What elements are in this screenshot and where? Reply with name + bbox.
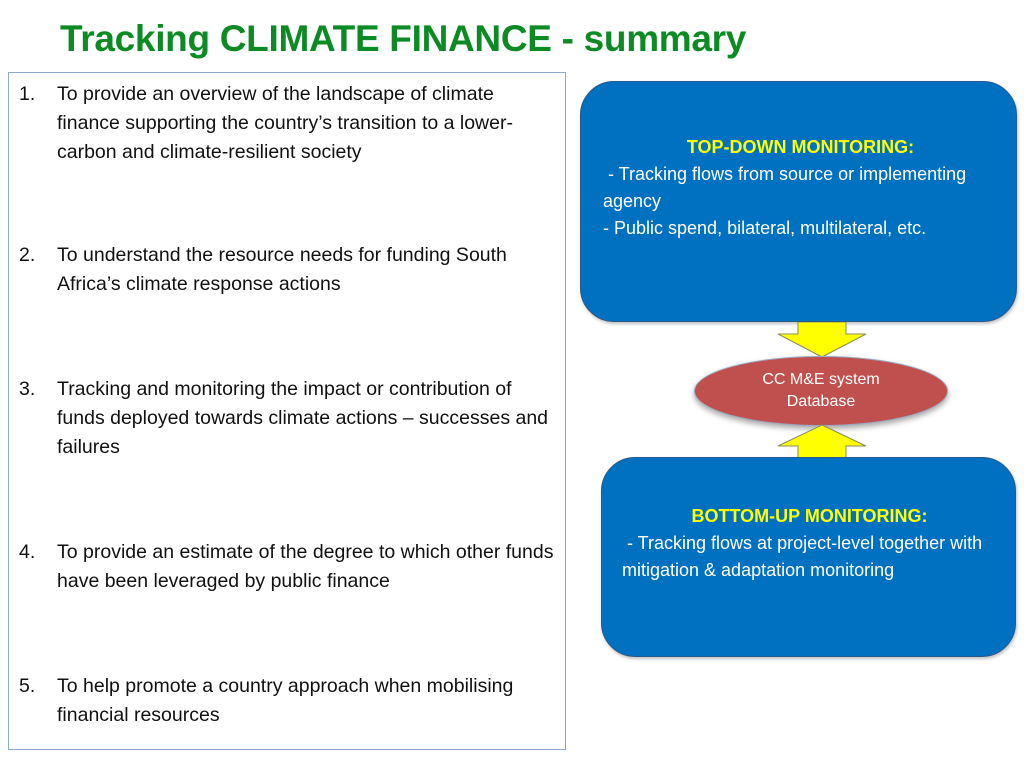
list-item-number: 1. — [19, 83, 36, 105]
objectives-list — [8, 72, 566, 750]
database-node — [694, 356, 948, 426]
list-item-text: Tracking and monitoring the impact or contribution of funds deployed towards climate actions – successes and failures — [57, 378, 549, 458]
bottom-up-monitoring-box — [601, 457, 1016, 657]
list-item-number: 3. — [19, 378, 36, 400]
top-down-monitoring-box — [580, 81, 1017, 322]
up-arrow-icon — [772, 424, 872, 458]
page-title: Tracking CLIMATE FINANCE - summary — [60, 18, 747, 59]
down-arrow-icon — [772, 322, 872, 358]
bottom-up-line-1: - Tracking flows at project-level together with mitigation & adaptation monitoring — [622, 533, 988, 580]
list-item-number: 5. — [19, 675, 36, 697]
list-item-text: To provide an estimate of the degree to which other funds have been leveraged by public finance — [57, 541, 554, 592]
list-item-text: To provide an overview of the landscape of climate finance supporting the country’s transition to a lower-carbon and climate-resilient society — [57, 83, 513, 163]
database-line-2: Database — [786, 393, 856, 410]
top-down-line-2: - Public spend, bilateral, multilateral, etc. — [603, 218, 927, 238]
list-item-text: To understand the resource needs for funding South Africa’s climate response actions — [57, 244, 507, 295]
database-line-1: CC M&E system — [762, 371, 880, 388]
list-item-number: 2. — [19, 244, 36, 266]
bottom-up-heading: BOTTOM-UP MONITORING: — [691, 506, 928, 526]
top-down-line-1: - Tracking flows from source or implementing agency — [603, 164, 972, 211]
list-item-number: 4. — [19, 541, 36, 563]
list-item-text: To help promote a country approach when mobilising financial resources — [57, 675, 514, 726]
top-down-heading: TOP-DOWN MONITORING: — [686, 137, 915, 157]
